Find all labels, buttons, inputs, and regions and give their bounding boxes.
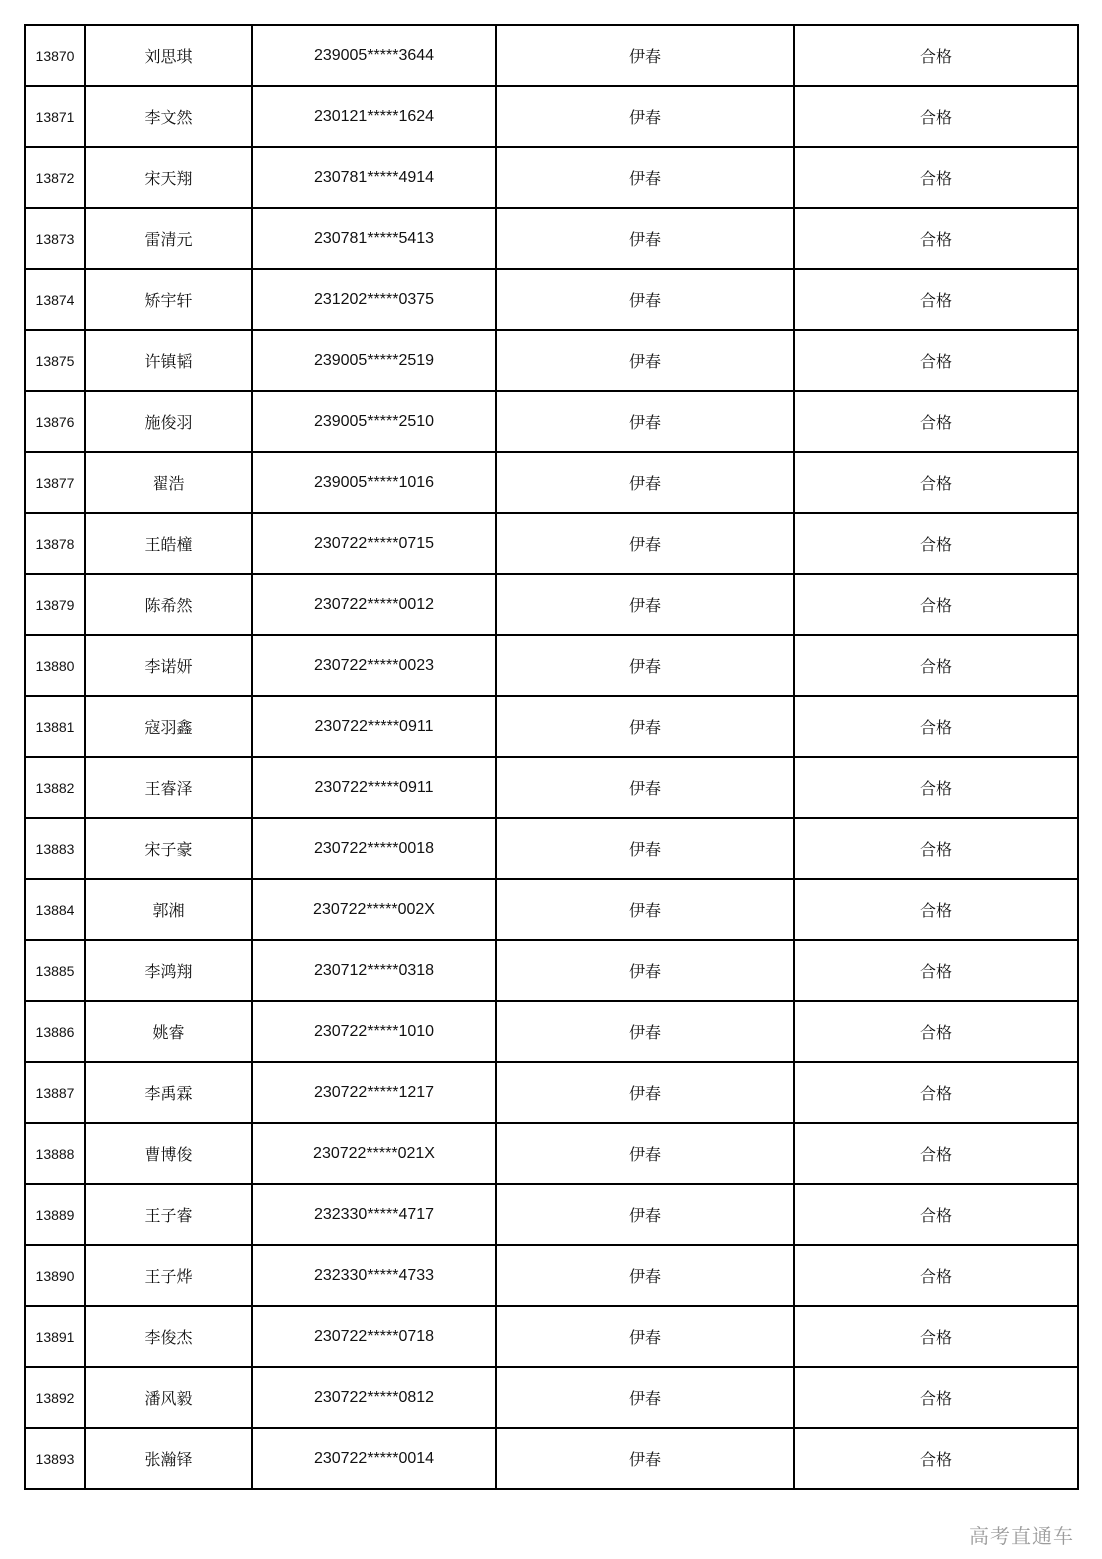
city-cell: 伊春 bbox=[496, 86, 794, 147]
id-number-cell: 239005*****1016 bbox=[252, 452, 496, 513]
result-cell: 合格 bbox=[794, 818, 1078, 879]
city-cell: 伊春 bbox=[496, 757, 794, 818]
table-row bbox=[25, 452, 1078, 513]
name-cell: 潘风毅 bbox=[85, 1367, 252, 1428]
city-cell: 伊春 bbox=[496, 879, 794, 940]
table-row bbox=[25, 635, 1078, 696]
result-cell: 合格 bbox=[794, 391, 1078, 452]
row-number-cell: 13891 bbox=[25, 1306, 85, 1367]
table-row bbox=[25, 1428, 1078, 1489]
city-cell: 伊春 bbox=[496, 391, 794, 452]
name-cell: 寇羽鑫 bbox=[85, 696, 252, 757]
result-cell: 合格 bbox=[794, 757, 1078, 818]
result-cell: 合格 bbox=[794, 269, 1078, 330]
result-cell: 合格 bbox=[794, 452, 1078, 513]
table-row bbox=[25, 879, 1078, 940]
name-cell: 曹博俊 bbox=[85, 1123, 252, 1184]
row-number-cell: 13892 bbox=[25, 1367, 85, 1428]
result-cell: 合格 bbox=[794, 1245, 1078, 1306]
id-number-cell: 230722*****1010 bbox=[252, 1001, 496, 1062]
id-number-cell: 230722*****002X bbox=[252, 879, 496, 940]
row-number-cell: 13880 bbox=[25, 635, 85, 696]
name-cell: 王子烨 bbox=[85, 1245, 252, 1306]
results-table-body bbox=[25, 25, 1078, 1489]
name-cell: 郭湘 bbox=[85, 879, 252, 940]
id-number-cell: 230722*****021X bbox=[252, 1123, 496, 1184]
result-cell: 合格 bbox=[794, 1367, 1078, 1428]
name-cell: 王皓橦 bbox=[85, 513, 252, 574]
table-row bbox=[25, 1123, 1078, 1184]
city-cell: 伊春 bbox=[496, 269, 794, 330]
city-cell: 伊春 bbox=[496, 1184, 794, 1245]
row-number-cell: 13883 bbox=[25, 818, 85, 879]
row-number-cell: 13889 bbox=[25, 1184, 85, 1245]
name-cell: 许镇韬 bbox=[85, 330, 252, 391]
row-number-cell: 13879 bbox=[25, 574, 85, 635]
id-number-cell: 230781*****4914 bbox=[252, 147, 496, 208]
name-cell: 陈希然 bbox=[85, 574, 252, 635]
result-cell: 合格 bbox=[794, 1428, 1078, 1489]
result-cell: 合格 bbox=[794, 940, 1078, 1001]
table-row bbox=[25, 269, 1078, 330]
table-row bbox=[25, 940, 1078, 1001]
table-row bbox=[25, 1062, 1078, 1123]
id-number-cell: 230722*****0018 bbox=[252, 818, 496, 879]
name-cell: 宋天翔 bbox=[85, 147, 252, 208]
results-sheet bbox=[24, 24, 1077, 1490]
id-number-cell: 239005*****3644 bbox=[252, 25, 496, 86]
result-cell: 合格 bbox=[794, 635, 1078, 696]
table-row bbox=[25, 330, 1078, 391]
table-row bbox=[25, 1367, 1078, 1428]
row-number-cell: 13882 bbox=[25, 757, 85, 818]
row-number-cell: 13875 bbox=[25, 330, 85, 391]
city-cell: 伊春 bbox=[496, 1245, 794, 1306]
city-cell: 伊春 bbox=[496, 1001, 794, 1062]
id-number-cell: 230722*****0812 bbox=[252, 1367, 496, 1428]
id-number-cell: 230712*****0318 bbox=[252, 940, 496, 1001]
results-table bbox=[24, 24, 1079, 1490]
table-row bbox=[25, 1001, 1078, 1062]
result-cell: 合格 bbox=[794, 1123, 1078, 1184]
row-number-cell: 13885 bbox=[25, 940, 85, 1001]
result-cell: 合格 bbox=[794, 208, 1078, 269]
row-number-cell: 13886 bbox=[25, 1001, 85, 1062]
id-number-cell: 230722*****0023 bbox=[252, 635, 496, 696]
city-cell: 伊春 bbox=[496, 1367, 794, 1428]
name-cell: 李诺妍 bbox=[85, 635, 252, 696]
table-row bbox=[25, 86, 1078, 147]
city-cell: 伊春 bbox=[496, 330, 794, 391]
name-cell: 王睿泽 bbox=[85, 757, 252, 818]
name-cell: 刘思琪 bbox=[85, 25, 252, 86]
city-cell: 伊春 bbox=[496, 208, 794, 269]
id-number-cell: 230722*****0718 bbox=[252, 1306, 496, 1367]
name-cell: 翟浩 bbox=[85, 452, 252, 513]
result-cell: 合格 bbox=[794, 513, 1078, 574]
result-cell: 合格 bbox=[794, 879, 1078, 940]
city-cell: 伊春 bbox=[496, 147, 794, 208]
city-cell: 伊春 bbox=[496, 574, 794, 635]
table-row bbox=[25, 25, 1078, 86]
city-cell: 伊春 bbox=[496, 25, 794, 86]
name-cell: 施俊羽 bbox=[85, 391, 252, 452]
name-cell: 李俊杰 bbox=[85, 1306, 252, 1367]
result-cell: 合格 bbox=[794, 147, 1078, 208]
row-number-cell: 13877 bbox=[25, 452, 85, 513]
row-number-cell: 13881 bbox=[25, 696, 85, 757]
id-number-cell: 230781*****5413 bbox=[252, 208, 496, 269]
result-cell: 合格 bbox=[794, 1001, 1078, 1062]
table-row bbox=[25, 1184, 1078, 1245]
id-number-cell: 230722*****0012 bbox=[252, 574, 496, 635]
row-number-cell: 13874 bbox=[25, 269, 85, 330]
table-row bbox=[25, 391, 1078, 452]
id-number-cell: 230722*****1217 bbox=[252, 1062, 496, 1123]
id-number-cell: 230722*****0911 bbox=[252, 757, 496, 818]
table-row bbox=[25, 1245, 1078, 1306]
name-cell: 姚睿 bbox=[85, 1001, 252, 1062]
city-cell: 伊春 bbox=[496, 818, 794, 879]
name-cell: 李鸿翔 bbox=[85, 940, 252, 1001]
result-cell: 合格 bbox=[794, 1062, 1078, 1123]
row-number-cell: 13888 bbox=[25, 1123, 85, 1184]
name-cell: 王子睿 bbox=[85, 1184, 252, 1245]
row-number-cell: 13890 bbox=[25, 1245, 85, 1306]
city-cell: 伊春 bbox=[496, 452, 794, 513]
id-number-cell: 239005*****2519 bbox=[252, 330, 496, 391]
watermark-text: 高考直通车 bbox=[969, 1524, 1074, 1548]
table-row bbox=[25, 574, 1078, 635]
result-cell: 合格 bbox=[794, 574, 1078, 635]
id-number-cell: 232330*****4733 bbox=[252, 1245, 496, 1306]
name-cell: 张瀚铎 bbox=[85, 1428, 252, 1489]
name-cell: 雷清元 bbox=[85, 208, 252, 269]
name-cell: 宋子豪 bbox=[85, 818, 252, 879]
city-cell: 伊春 bbox=[496, 635, 794, 696]
id-number-cell: 230722*****0911 bbox=[252, 696, 496, 757]
city-cell: 伊春 bbox=[496, 940, 794, 1001]
id-number-cell: 239005*****2510 bbox=[252, 391, 496, 452]
result-cell: 合格 bbox=[794, 330, 1078, 391]
result-cell: 合格 bbox=[794, 86, 1078, 147]
row-number-cell: 13872 bbox=[25, 147, 85, 208]
row-number-cell: 13878 bbox=[25, 513, 85, 574]
row-number-cell: 13884 bbox=[25, 879, 85, 940]
row-number-cell: 13871 bbox=[25, 86, 85, 147]
table-row bbox=[25, 696, 1078, 757]
row-number-cell: 13893 bbox=[25, 1428, 85, 1489]
id-number-cell: 230121*****1624 bbox=[252, 86, 496, 147]
table-row bbox=[25, 147, 1078, 208]
table-row bbox=[25, 818, 1078, 879]
city-cell: 伊春 bbox=[496, 1428, 794, 1489]
table-row bbox=[25, 208, 1078, 269]
table-row bbox=[25, 513, 1078, 574]
id-number-cell: 230722*****0014 bbox=[252, 1428, 496, 1489]
name-cell: 矫宇轩 bbox=[85, 269, 252, 330]
city-cell: 伊春 bbox=[496, 696, 794, 757]
city-cell: 伊春 bbox=[496, 513, 794, 574]
id-number-cell: 230722*****0715 bbox=[252, 513, 496, 574]
city-cell: 伊春 bbox=[496, 1062, 794, 1123]
result-cell: 合格 bbox=[794, 1184, 1078, 1245]
row-number-cell: 13887 bbox=[25, 1062, 85, 1123]
row-number-cell: 13873 bbox=[25, 208, 85, 269]
result-cell: 合格 bbox=[794, 25, 1078, 86]
table-row bbox=[25, 757, 1078, 818]
name-cell: 李禹霖 bbox=[85, 1062, 252, 1123]
table-row bbox=[25, 1306, 1078, 1367]
id-number-cell: 232330*****4717 bbox=[252, 1184, 496, 1245]
row-number-cell: 13870 bbox=[25, 25, 85, 86]
result-cell: 合格 bbox=[794, 696, 1078, 757]
name-cell: 李文然 bbox=[85, 86, 252, 147]
row-number-cell: 13876 bbox=[25, 391, 85, 452]
city-cell: 伊春 bbox=[496, 1123, 794, 1184]
id-number-cell: 231202*****0375 bbox=[252, 269, 496, 330]
result-cell: 合格 bbox=[794, 1306, 1078, 1367]
city-cell: 伊春 bbox=[496, 1306, 794, 1367]
